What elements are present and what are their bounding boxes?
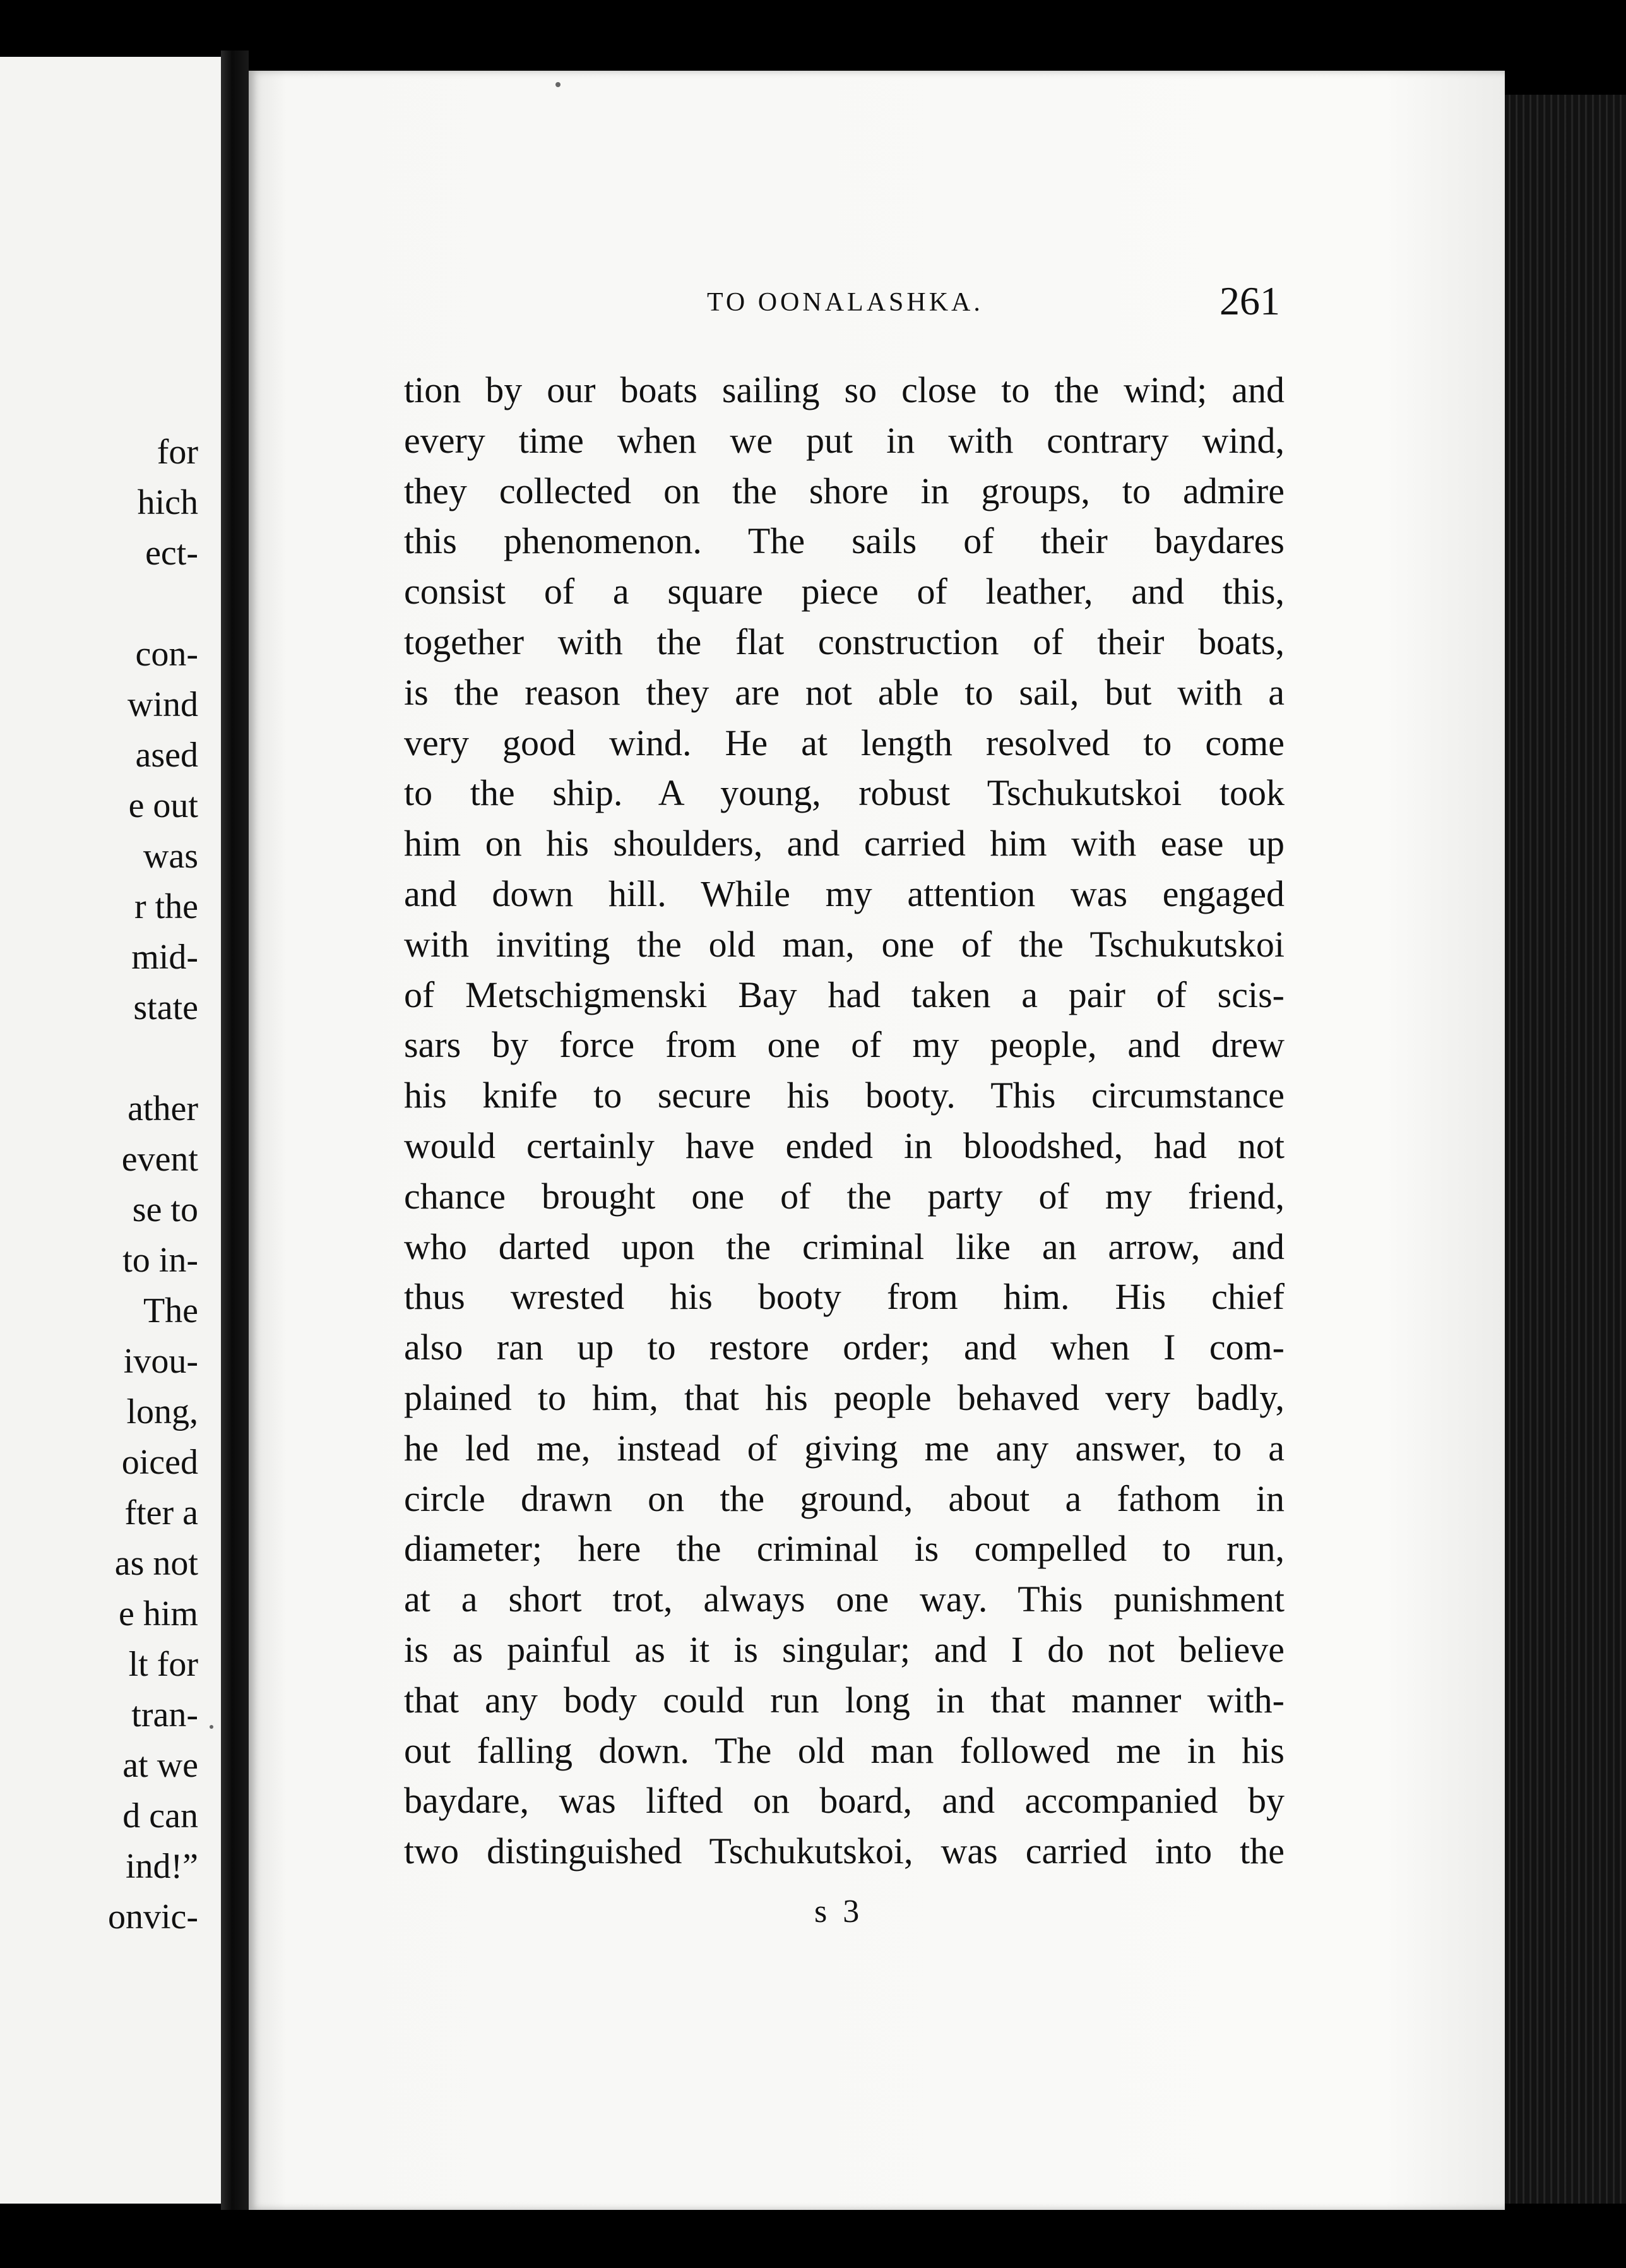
text-line: they collected on the shore in groups, to admire: [404, 470, 1285, 511]
text-line: very good wind. He at length resolved to come: [404, 722, 1285, 763]
left-page-line: at we: [122, 1746, 198, 1785]
left-page-line: state: [133, 988, 198, 1027]
left-page-line: event: [121, 1140, 198, 1179]
left-page-line: The: [143, 1291, 198, 1330]
left-page-line: se to: [132, 1190, 198, 1229]
left-page-line: con-: [135, 635, 198, 674]
left-page-line: ivou-: [123, 1342, 198, 1381]
left-page-line: fter a: [124, 1493, 198, 1532]
text-line: would certainly have ended in bloodshed, had not: [404, 1125, 1285, 1166]
text-line: plained to him, that his people behaved very badly,: [404, 1376, 1285, 1418]
left-page-line: ather: [128, 1089, 198, 1128]
left-page-line: oiced: [121, 1443, 198, 1482]
left-page-line: for: [157, 433, 198, 472]
body-text: [404, 365, 1285, 1877]
signature-mark: s 3: [814, 1894, 863, 1930]
text-line: at a short trot, always one way. This punishment: [404, 1579, 1285, 1620]
text-line: out falling down. The old man followed me in his: [404, 1729, 1285, 1771]
text-line: chance brought one of the party of my friend,: [404, 1175, 1285, 1217]
left-page-line: lt for: [128, 1645, 198, 1684]
text-line: two distinguished Tschukutskoi, was carried into the: [404, 1830, 1285, 1872]
left-page-line: long,: [126, 1392, 198, 1431]
text-line: him on his shoulders, and carried him with ease up: [404, 823, 1285, 864]
text-line: also ran up to restore order; and when I com-: [404, 1327, 1285, 1368]
left-page-line: tran-: [131, 1695, 198, 1734]
text-line: is as painful as it is singular; and I do not believe: [404, 1628, 1285, 1670]
text-line: and down hill. While my attention was engaged: [404, 873, 1285, 914]
text-line: thus wrested his booty from him. His chief: [404, 1276, 1285, 1318]
text-line: with inviting the old man, one of the Tschukutskoi: [404, 923, 1285, 965]
running-title: TO OONALASHKA.: [707, 288, 983, 317]
ink-speck: [555, 82, 561, 87]
text-line: of Metschigmenski Bay had taken a pair of scis-: [404, 974, 1285, 1015]
text-line: his knife to secure his booty. This circumstance: [404, 1075, 1285, 1116]
text-line: this phenomenon. The sails of their baydares: [404, 520, 1285, 562]
left-page-line: e him: [119, 1594, 198, 1633]
book-gutter: [221, 51, 249, 2210]
left-page-line: d can: [122, 1796, 198, 1835]
left-page-line: wind: [128, 685, 198, 724]
text-line: every time when we put in with contrary wind,: [404, 419, 1285, 461]
text-line: diameter; here the criminal is compelled to run,: [404, 1528, 1285, 1570]
text-line: that any body could run long in that manner with-: [404, 1679, 1285, 1721]
left-page-line: as not: [114, 1544, 198, 1583]
left-page-line: e out: [128, 786, 198, 825]
left-page-line: ect-: [145, 534, 198, 573]
page-edges: [1505, 95, 1626, 2204]
left-page-fragment: [0, 57, 221, 2204]
left-page-line: ased: [135, 736, 198, 775]
text-line: to the ship. A young, robust Tschukutskoi took: [404, 772, 1285, 814]
left-page-line: hich: [137, 483, 198, 522]
page-number: 261: [1220, 278, 1280, 323]
left-page-line: r the: [134, 887, 198, 926]
text-line: sars by force from one of my people, and drew: [404, 1024, 1285, 1066]
text-line: consist of a square piece of leather, and this,: [404, 571, 1285, 612]
left-page-line: mid-: [131, 938, 198, 977]
left-page-line: onvic-: [107, 1897, 198, 1937]
left-page-line: ind!”: [125, 1847, 198, 1886]
text-line: baydare, was lifted on board, and accompanied by: [404, 1780, 1285, 1822]
text-line: he led me, instead of giving me any answer, to a: [404, 1427, 1285, 1469]
ink-speck: [210, 1725, 213, 1729]
left-page-line: was: [143, 837, 198, 876]
text-line: who darted upon the criminal like an arrow, and: [404, 1226, 1285, 1267]
text-line: together with the flat construction of their boats,: [404, 621, 1285, 662]
text-line: circle drawn on the ground, about a fathom in: [404, 1477, 1285, 1519]
text-line: is the reason they are not able to sail, but with a: [404, 671, 1285, 713]
text-line: tion by our boats sailing so close to the wind; and: [404, 369, 1285, 410]
left-page-line: to in-: [122, 1241, 198, 1280]
